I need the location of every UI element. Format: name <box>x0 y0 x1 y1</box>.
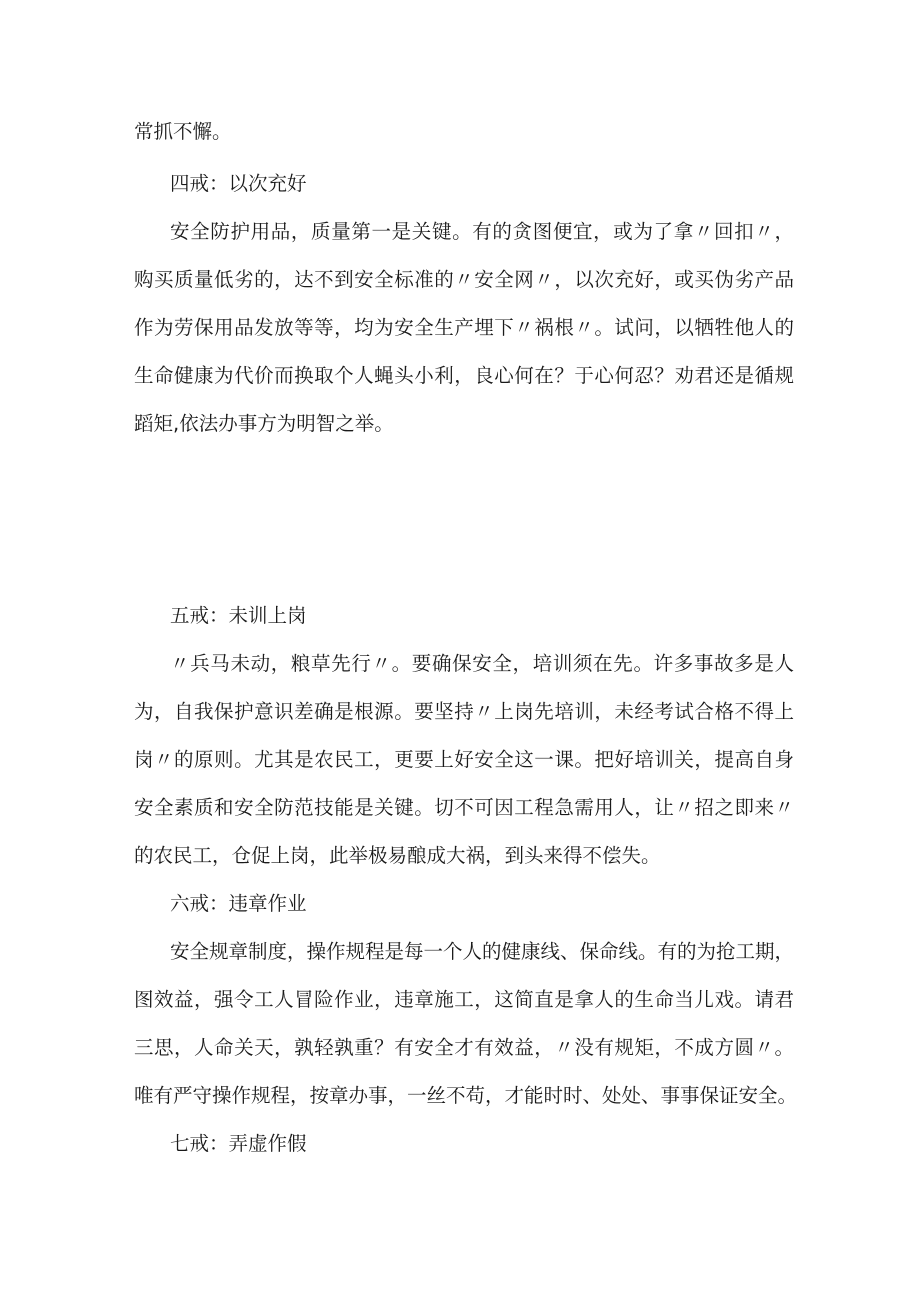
paragraph-line: 〃兵马未动，粮草先行〃。要确保安全，培训须在先。许多事故多是人 <box>170 652 794 675</box>
paragraph-line: 岗〃的原则。尤其是农民工，更要上好安全这一课。把好培训关，提高自身 <box>134 748 794 771</box>
paragraph-line: 生命健康为代价而换取个人蝇头小利，良心何在？于心何忍？劝君还是循规 <box>134 364 794 387</box>
paragraph-line: 图效益，强令工人冒险作业，违章施工，这简直是拿人的生命当儿戏。请君 <box>134 988 794 1011</box>
section-heading-7: 七戒：弄虚作假 <box>170 1132 307 1155</box>
paragraph-line: 三思，人命关天，孰轻孰重？有安全才有效益，〃没有规矩，不成方圆〃。 <box>134 1036 794 1059</box>
paragraph-line: 安全素质和安全防范技能是关键。切不可因工程急需用人，让〃招之即来〃 <box>134 796 794 819</box>
section-heading-5: 五戒：未训上岗 <box>170 604 307 627</box>
paragraph-line: 常抓不懈。 <box>134 120 232 143</box>
paragraph-line: 安全规章制度，操作规程是每一个人的健康线、保命线。有的为抢工期， <box>170 940 795 963</box>
paragraph-line: 安全防护用品，质量第一是关键。有的贪图便宜，或为了拿〃回扣〃， <box>170 220 794 243</box>
paragraph-line: 购买质量低劣的，达不到安全标准的〃安全网〃，以次充好，或买伪劣产品 <box>134 268 794 291</box>
paragraph-line: 唯有严守操作规程，按章办事，一丝不苟，才能时时、处处、事事保证安全。 <box>134 1084 798 1107</box>
section-heading-6: 六戒：违章作业 <box>170 892 307 915</box>
paragraph-line: 蹈矩,依法办事方为明智之举。 <box>134 412 394 435</box>
paragraph-line: 为，自我保护意识差确是根源。要坚持〃上岗先培训，未经考试合格不得上 <box>134 700 794 723</box>
section-heading-4: 四戒：以次充好 <box>170 172 307 195</box>
paragraph-line: 作为劳保用品发放等等，均为安全生产埋下〃祸根〃。试问，以牺牲他人的 <box>134 316 794 339</box>
paragraph-line: 的农民工，仓促上岗，此举极易酿成大祸，到头来得不偿失。 <box>134 844 661 867</box>
